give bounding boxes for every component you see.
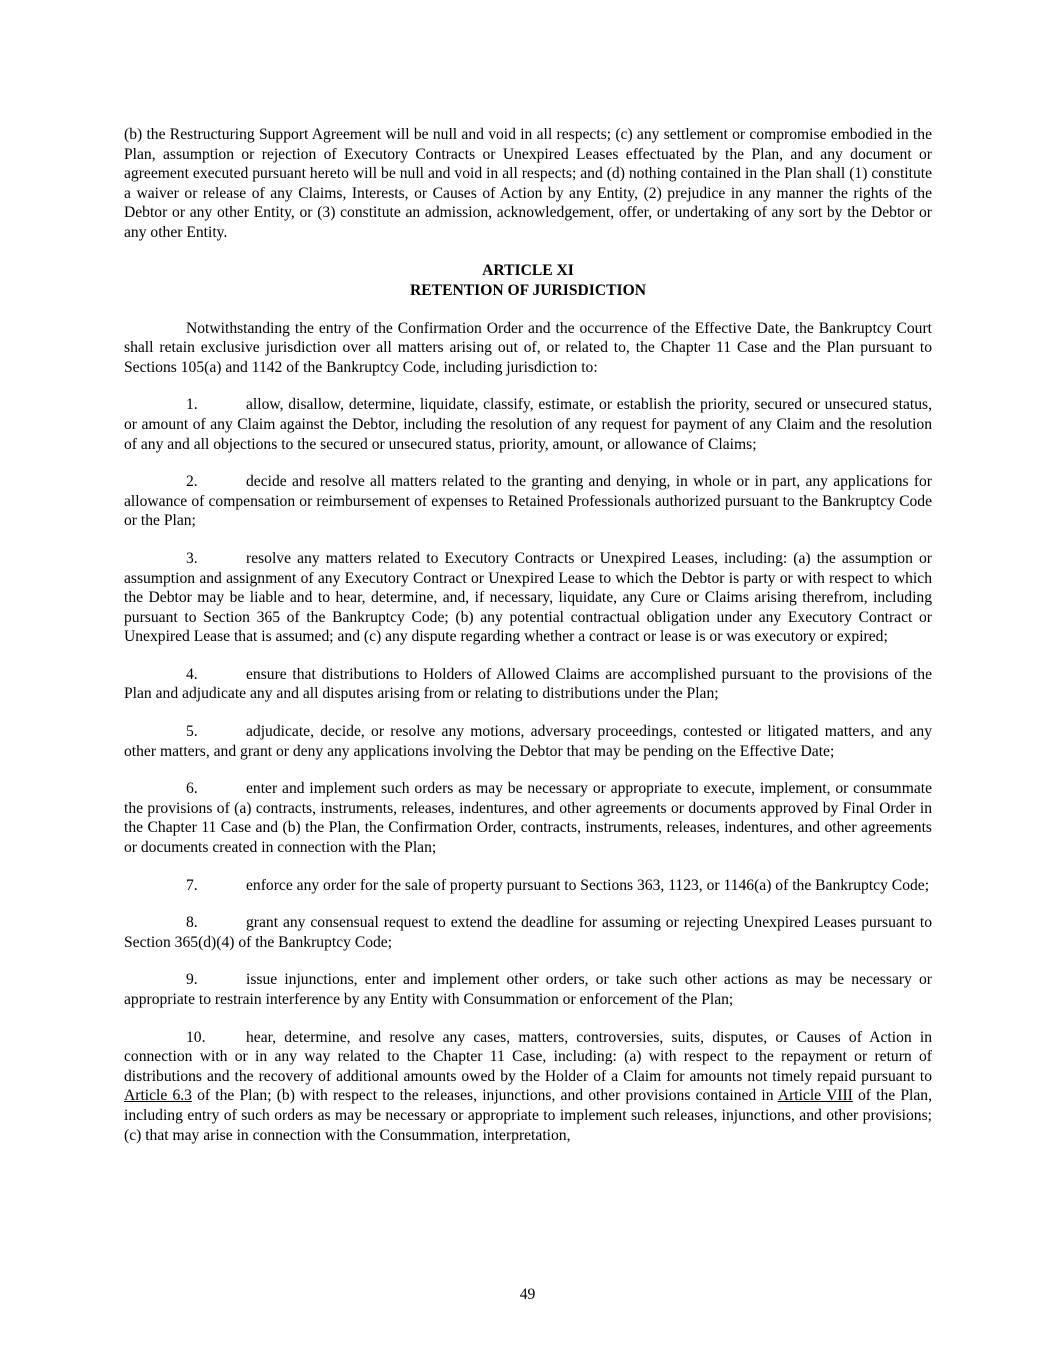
item-number: 6. [186,780,198,798]
item-text: enter and implement such orders as may be necessary or appropriate to execute, implement, or consummate the provisions of (a) contracts, instruments, releases, indentures, and other agreements or documents approved by Final Order in the Chapter 11 Case and (b) the Plan, the Confirmation Order, contracts, instruments, releases, indentures, and other agreements or documents created in connection with the Plan; [124,780,932,857]
item-number: 7. [186,876,198,894]
item-text-part-2: of the Plan; (b) with respect to the releases, injunctions, and other provisions contained in [191,1087,778,1105]
document-body [124,125,932,1145]
item-text: decide and resolve all matters related to the granting and denying, in whole or in part, any applications for allowance of compensation or reimbursement of expenses to Retained Professionals authorized pursuant to the Bankruptcy Code or the Plan; [124,473,932,530]
list-item [124,1028,932,1146]
list-item [124,970,932,1009]
list-item [124,395,932,454]
item-number: 8. [186,914,198,932]
item-text: issue injunctions, enter and implement other orders, or take such other actions as may be necessary or appropriate to restrain interference by any Entity with Consummation or enforcement of the Plan; [124,971,932,1008]
list-item [124,876,932,896]
page-number: 49 [519,1286,536,1303]
item-number: 10. [186,1028,206,1046]
article-title: RETENTION OF JURISDICTION [410,281,646,299]
list-item [124,665,932,704]
intro-paragraph: Notwithstanding the entry of the Confirmation Order and the occurrence of the Effective Date, the Bankruptcy Court shall retain exclusive jurisdiction over all matters arising out of, or related to, the Chapter 11 Case and the Plan pursuant to Sections 105(a) and 1142 of the Bankruptcy Code, including jurisdiction to: [124,319,932,376]
item-number: 4. [186,665,198,683]
item-number: 2. [186,473,198,491]
opening-paragraph: (b) the Restructuring Support Agreement will be null and void in all respects; (c) any settlement or compromise embodied in the Plan, assumption or rejection of Executory Contracts or Unexpired Leases effectuated by the Plan, and any document or agreement executed pursuant hereto will be null and void in all respects; and (d) nothing contained in the Plan shall (1) constitute a waiver or release of any Claims, Interests, or Causes of Action by any Entity, (2) prejudice in any manner the rights of the Debtor or any other Entity, or (3) constitute an admission, acknowledgement, offer, or undertaking of any sort by the Debtor or any other Entity. [124,126,932,241]
list-item [124,549,932,647]
item-number: 9. [186,971,198,989]
item-number: 1. [186,396,198,414]
item-text: ensure that distributions to Holders of Allowed Claims are accomplished pursuant to the provisions of the Plan and adjudicate any and all disputes arising from or relating to distributions under the Plan; [124,665,932,703]
list-item [124,722,932,761]
item-number: 5. [186,723,198,741]
item-text-part-1: hear, determine, and resolve any cases, matters, controversies, suits, disputes, or Causes of Action in connection with or in any way related to the Chapter 11 Case, including: (a) with respect to the repayment or return of distributions and the recovery of additional amounts owed by the Holder of a Claim for amounts not timely repaid pursuant to [124,1028,932,1085]
list-item [124,472,932,531]
item-text: resolve any matters related to Executory Contracts or Unexpired Leases, including: (a) the assumption or assumption and assignment of any Executory Contract or Unexpired Lease to which the Debtor is party or with respect to which the Debtor may be liable and to hear, determine, and, if necessary, liquidate, any Cure or Claims arising therefrom, including pursuant to Section 365 of the Bankruptcy Code; (b) any potential contractual obligation under any Executory Contract or Unexpired Lease that is assumed; and (c) any dispute regarding whether a contract or lease is or was executory or expired; [124,549,932,646]
article-heading [124,261,932,301]
item-text: adjudicate, decide, or resolve any motions, adversary proceedings, contested or litigated matters, and any other matters, and grant or deny any applications involving the Debtor that may be pending on the Effective Date; [124,723,932,760]
list-item [124,779,932,857]
list-item [124,913,932,952]
item-text-part-3: of the Plan, including entry of such orders as may be necessary or appropriate to implement such releases, injunctions, and other provisions; (c) that may arise in connection with the Consummation, interpretation, [124,1087,933,1144]
article-viii-link[interactable]: Article VIII [777,1087,853,1105]
article-6-3-link[interactable]: Article 6.3 [124,1087,192,1105]
article-number: ARTICLE XI [482,261,574,279]
item-text: enforce any order for the sale of property pursuant to Sections 363, 1123, or 1146(a) of the Bankruptcy Code; [246,876,930,894]
item-text: grant any consensual request to extend the deadline for assuming or rejecting Unexpired Leases pursuant to Section 365(d)(4) of the Bankruptcy Code; [124,914,932,951]
item-text: allow, disallow, determine, liquidate, classify, estimate, or establish the priority, secured or unsecured status, or amount of any Claim against the Debtor, including the resolution of any request for payment of any Claim and the resolution of any and all objections to the secured or unsecured status, priority, amount, or allowance of Claims; [124,396,932,453]
item-number: 3. [186,549,198,567]
